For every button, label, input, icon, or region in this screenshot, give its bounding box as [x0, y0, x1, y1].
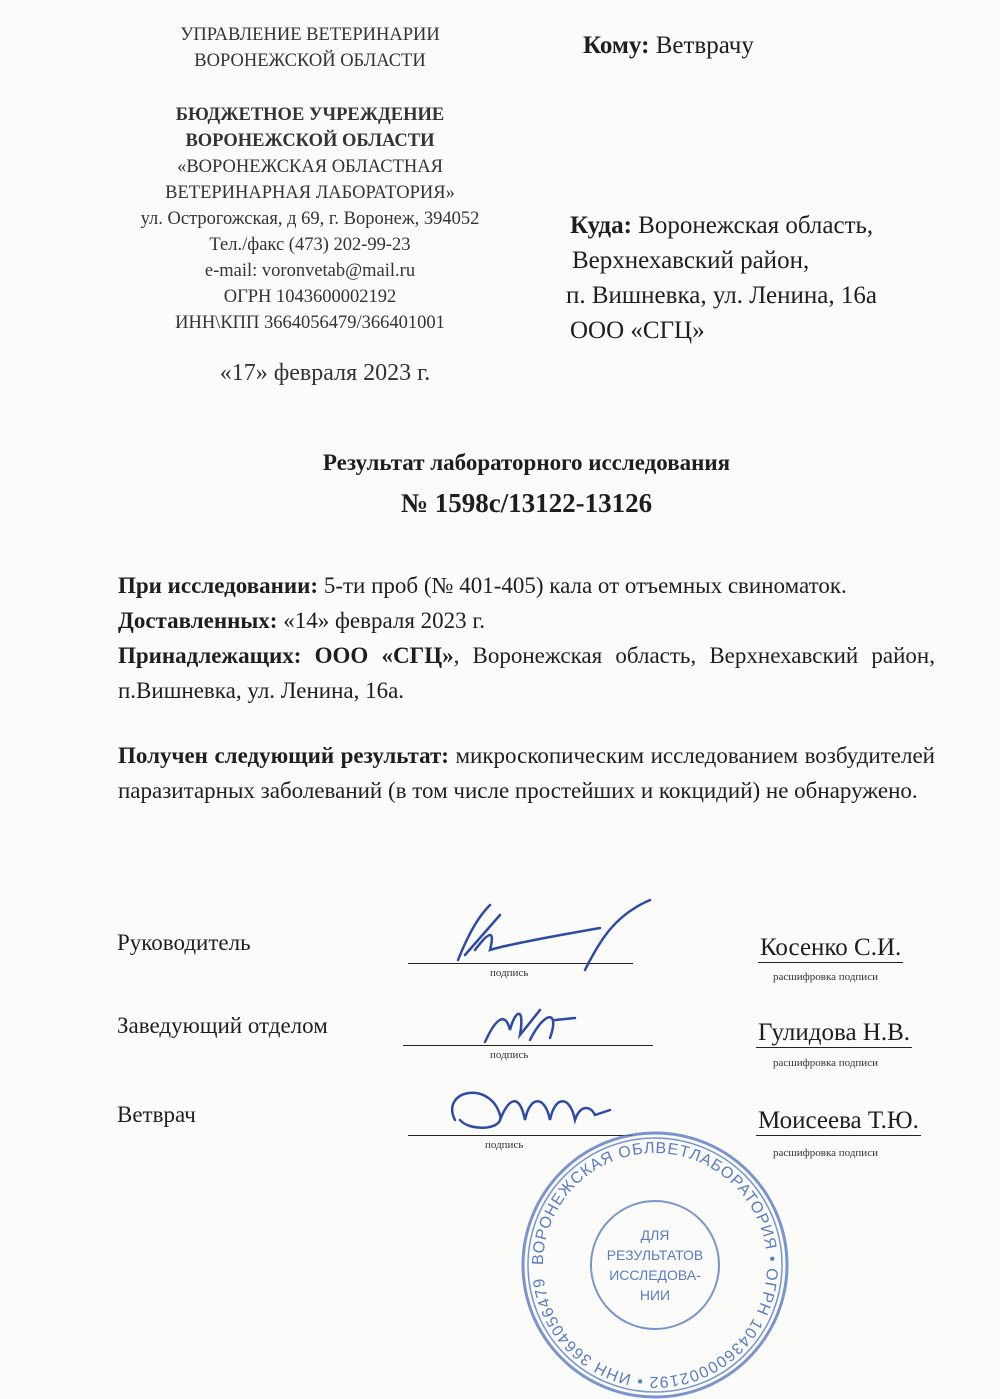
signature-role: Ветврач: [117, 1102, 196, 1127]
signatory-name: Моисеева Т.Ю.: [758, 1107, 919, 1134]
research-label: При исследовании:: [118, 573, 319, 598]
ministry-region: ВОРОНЕЖСКОЙ ОБЛАСТИ: [194, 51, 426, 71]
stamp-ring: [528, 1138, 782, 1392]
result-text: микроскопическим исследованием возбудителей паразитарных заболеваний (в том числе простейших и кокцидий) не обнаружено.: [118, 743, 935, 803]
signature-kosenko: [458, 900, 650, 970]
owner-label: Принадлежащих:: [118, 643, 302, 668]
to-value: Ветврачу: [649, 32, 754, 59]
stamp-center-text: РЕЗУЛЬТАТОВ: [606, 1247, 704, 1263]
round-stamp: [523, 1133, 787, 1397]
org-line: ВЕТЕРИНАРНАЯ ЛАБОРАТОРИЯ»: [165, 183, 455, 203]
stamp-center-text: НИИ: [639, 1287, 671, 1303]
stamp-center-text: ДЛЯ: [640, 1227, 670, 1243]
org-line: ВОРОНЕЖСКОЙ ОБЛАСТИ: [185, 131, 435, 151]
ministry-name: УПРАВЛЕНИЕ ВЕТЕРИНАРИИ: [180, 25, 440, 45]
name-caption: расшифровка подписи: [773, 1147, 878, 1159]
stamp-outer-text: ВОРОНЕЖСКАЯ ОБЛВЕТЛАБОРАТОРИЯ • ОГРН 1043600002192 • ИНН 3664056479: [529, 1139, 781, 1391]
delivered-text: «14» февраля 2023 г.: [277, 608, 485, 633]
where-line: п. Вишневка, ул. Ленина, 16а: [566, 282, 877, 309]
stamp-center-text: ИССЛЕДОВА-: [609, 1267, 701, 1283]
research-text: 5-ти проб (№ 401-405) кала от отъемных свиноматок.: [318, 573, 847, 598]
name-caption: расшифровка подписи: [773, 971, 878, 983]
document-date: «17» февраля 2023 г.: [219, 360, 431, 386]
stamp-outer-ring: [523, 1133, 787, 1397]
signature-role: Заведующий отделом: [117, 1013, 328, 1038]
signatory-name: Косенко С.И.: [760, 934, 902, 961]
signature-role: Руководитель: [117, 930, 251, 955]
where-line: Воронежская область,: [631, 212, 874, 239]
where-line: ООО «СГЦ»: [570, 317, 705, 344]
org-line: «ВОРОНЕЖСКАЯ ОБЛАСТНАЯ: [177, 157, 443, 177]
org-address: ул. Острогожская, д 69, г. Воронеж, 394052: [140, 209, 480, 229]
where-label: Куда:: [570, 212, 632, 239]
to-label: Кому:: [583, 32, 650, 59]
org-ogrn: ОГРН 1043600002192: [223, 287, 397, 307]
org-inn: ИНН\КПП 3664056479/366401001: [175, 313, 445, 333]
org-phone: Тел./факс (473) 202-99-23: [209, 235, 411, 255]
signature-moiseeva: [452, 1093, 610, 1128]
org-email: e-mail: voronvetab@mail.ru: [204, 261, 416, 281]
owner-text: , Воронежская область, Верхнехавский район, п.Вишневка, ул. Ленина, 16а.: [118, 643, 935, 703]
where-line: Верхнехавский район,: [572, 247, 810, 274]
stamp-inner-ring: [591, 1201, 719, 1329]
result-label: Получен следующий результат:: [118, 743, 449, 768]
signature-caption: подпись: [490, 967, 529, 979]
owner-org: ООО «СГЦ»: [301, 643, 454, 668]
delivered-label: Доставленных:: [118, 608, 278, 633]
signatory-name: Гулидова Н.В.: [758, 1019, 911, 1046]
document-number: № 1598с/13122-13126: [400, 488, 653, 518]
signature-caption: подпись: [490, 1049, 529, 1061]
signature-gulidova: [485, 1010, 575, 1042]
signature-caption: подпись: [485, 1139, 524, 1151]
document-title: Результат лабораторного исследования: [322, 450, 731, 475]
org-line: БЮДЖЕТНОЕ УЧРЕЖДЕНИЕ: [175, 105, 445, 125]
name-caption: расшифровка подписи: [773, 1057, 878, 1069]
